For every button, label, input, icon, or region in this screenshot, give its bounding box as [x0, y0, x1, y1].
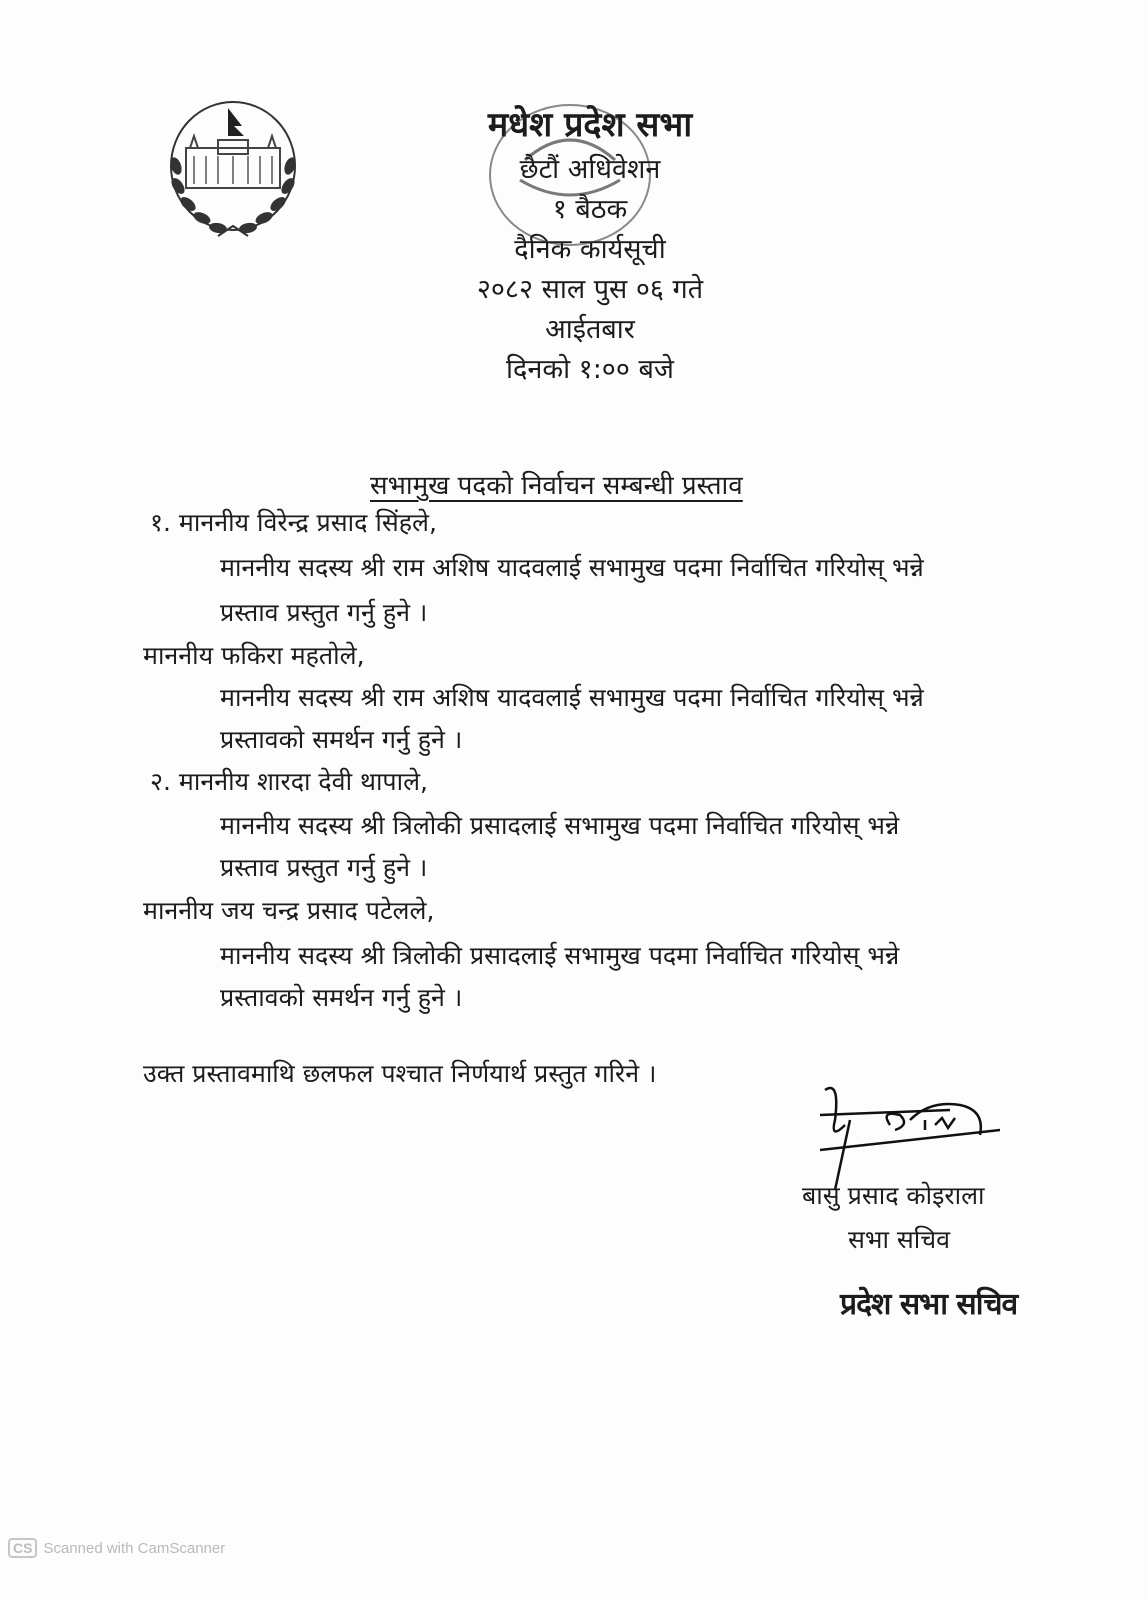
assembly-emblem-icon — [158, 96, 308, 246]
camscanner-logo-icon: CS — [8, 1538, 37, 1558]
signatory-title: सभा सचिव — [848, 1225, 951, 1254]
document-header — [400, 100, 780, 390]
meeting-label: १ बैठक — [552, 194, 628, 225]
camscanner-watermark — [8, 1538, 225, 1558]
item-2-text: प्रस्तावको समर्थन गर्नु हुने । — [220, 983, 463, 1012]
session-label: छैटौं अधिवेशन — [519, 154, 661, 185]
item-2-text: प्रस्ताव प्रस्तुत गर्नु हुने । — [220, 853, 428, 882]
item-1-text: माननीय सदस्य श्री राम अशिष यादवलाई सभामुख पदमा निर्वाचित गरियोस् भन्ने — [220, 683, 924, 712]
item-1-text: माननीय सदस्य श्री राम अशिष यादवलाई सभामुख पदमा निर्वाचित गरियोस् भन्ने — [220, 553, 924, 582]
section-title: सभामुख पदको निर्वाचन सम्बन्धी प्रस्ताव — [370, 471, 743, 501]
signature-icon — [800, 1080, 1020, 1190]
signatory-name: बासु प्रसाद कोइराला — [802, 1181, 985, 1210]
assembly-title: मधेश प्रदेश सभा — [487, 105, 693, 145]
agenda-label: दैनिक कार्यसूची — [514, 234, 666, 265]
item-1-seconder: माननीय फकिरा महतोले, — [143, 641, 365, 670]
secretary-stamp: प्रदेश सभा सचिव — [840, 1287, 1018, 1322]
date-label: २०८२ साल पुस ०६ गते — [476, 274, 704, 305]
item-1-text: प्रस्तावको समर्थन गर्नु हुने । — [220, 725, 463, 754]
weekday-label: आईतबार — [545, 314, 635, 345]
item-1-text: प्रस्ताव प्रस्तुत गर्नु हुने । — [220, 598, 428, 627]
closing-statement: उक्त प्रस्तावमाथि छलफल पश्चात निर्णयार्थ प्रस्तुत गरिने । — [143, 1059, 657, 1088]
item-2-seconder: माननीय जय चन्द्र प्रसाद पटेलले, — [143, 896, 435, 925]
time-label: दिनको १:०० बजे — [506, 354, 674, 385]
item-2-text: माननीय सदस्य श्री त्रिलोकी प्रसादलाई सभामुख पदमा निर्वाचित गरियोस् भन्ने — [220, 811, 900, 840]
item-1-mover: १. माननीय विरेन्द्र प्रसाद सिंहले, — [150, 508, 437, 537]
item-2-mover: २. माननीय शारदा देवी थापाले, — [150, 767, 429, 796]
watermark-text: Scanned with CamScanner — [43, 1539, 226, 1557]
item-2-text: माननीय सदस्य श्री त्रिलोकी प्रसादलाई सभामुख पदमा निर्वाचित गरियोस् भन्ने — [220, 941, 900, 970]
